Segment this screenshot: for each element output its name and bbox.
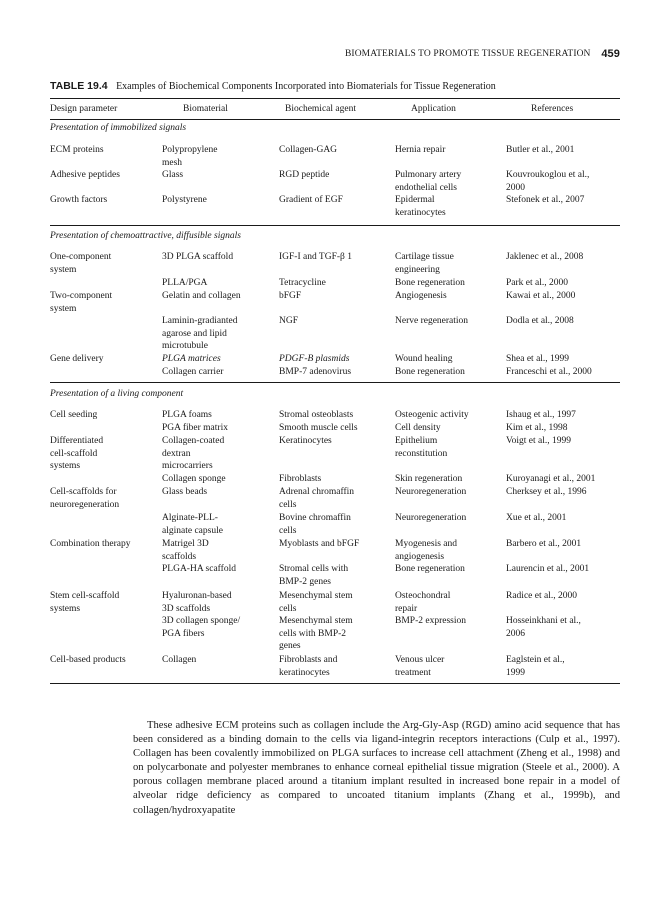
design-cell: ECM proteins	[50, 145, 104, 155]
table-caption-text: Examples of Biochemical Components Incorporated into Biomaterials for Tissue Regeneration	[116, 81, 496, 92]
biomaterial-cell: PLGA matrices	[162, 354, 221, 364]
agent-cell: Fibroblasts and keratinocytes	[279, 655, 338, 678]
reference-cell: Jaklenec et al., 2008	[506, 252, 584, 262]
section-title-diffusible: Presentation of chemoattractive, diffusible signals	[50, 231, 241, 241]
application-cell: Skin regeneration	[395, 474, 463, 484]
table-label: TABLE 19.4	[50, 80, 108, 92]
application-cell: Cell density	[395, 423, 441, 433]
application-cell: Bone regeneration	[395, 564, 465, 574]
agent-cell: BMP-7 adenovirus	[279, 367, 352, 377]
reference-cell: Stefonek et al., 2007	[506, 195, 585, 205]
column-header-references: References	[531, 104, 574, 114]
application-cell: Neuroregeneration	[395, 513, 467, 523]
body-paragraph-text: These adhesive ECM proteins such as collagen include the Arg-Gly-Asp (RGD) amino acid sequence that has been considered as a binding domain to the cells via ligand-integrin receptors interactions (Culp et al., 1997). Collagen has been covalently immobilized on PLGA surfaces to increase cell attachment (Zheng et al., 1998) and on polycarbonate and polyester membranes to enhance corneal epithelial tissue migration (Steele et al., 2000). A porous collagen membrane placed around a titanium implant resulted in increased bone repair in a model of alveolar ridge deficiency as compared to uncoated titanium implants (Zhang et al., 1999b), and collagen/hydroxyapatite	[133, 720, 620, 816]
application-cell: Hernia repair	[395, 145, 446, 155]
design-cell: Two-component system	[50, 291, 113, 314]
section-title-living: Presentation of a living component	[50, 389, 184, 399]
agent-cell: PDGF-B plasmids	[279, 354, 350, 364]
agent-cell: Myoblasts and bFGF	[279, 539, 360, 549]
reference-cell: Xue et al., 2001	[506, 513, 567, 523]
agent-cell: Gradient of EGF	[279, 195, 343, 205]
design-cell: Cell-based products	[50, 655, 126, 665]
biomaterial-cell: Polypropylene mesh	[162, 145, 218, 168]
agent-cell: Mesenchymal stem cells	[279, 591, 353, 614]
biomaterial-cell: Collagen carrier	[162, 367, 224, 377]
header-rule	[50, 119, 620, 120]
biomaterial-cell: Gelatin and collagen	[162, 291, 241, 301]
application-cell: Bone regeneration	[395, 278, 465, 288]
reference-cell: Voigt et al., 1999	[506, 436, 572, 446]
design-cell: Adhesive peptides	[50, 170, 120, 180]
column-header-design: Design parameter	[50, 104, 118, 114]
biomaterial-cell: Glass beads	[162, 487, 208, 497]
reference-cell: Barbero et al., 2001	[506, 539, 582, 549]
biomaterial-cell: Laminin-gradianted agarose and lipid microtubule	[162, 316, 238, 352]
application-cell: Myogenesis and angiogenesis	[395, 539, 458, 562]
reference-cell: Kouvroukoglou et al., 2000	[506, 170, 590, 193]
biomaterial-cell: Alginate-PLL- alginate capsule	[162, 513, 223, 536]
application-cell: Wound healing	[395, 354, 453, 364]
design-cell: Stem cell-scaffold systems	[50, 591, 120, 614]
reference-cell: Kim et al., 1998	[506, 423, 568, 433]
agent-cell: Fibroblasts	[279, 474, 322, 484]
reference-cell: Franceschi et al., 2000	[506, 367, 592, 377]
table-caption	[50, 80, 625, 92]
design-cell: Gene delivery	[50, 354, 104, 364]
table-bottom-rule	[50, 683, 620, 684]
agent-cell: Stromal cells with BMP-2 genes	[279, 564, 349, 587]
agent-cell: Tetracycline	[279, 278, 326, 288]
reference-cell: Ishaug et al., 1997	[506, 410, 576, 420]
biomaterial-cell: PLGA foams	[162, 410, 212, 420]
biomaterial-cell: Matrigel 3D scaffolds	[162, 539, 209, 562]
column-header-agent: Biochemical agent	[285, 104, 356, 114]
biomaterial-cell: PGA fiber matrix	[162, 423, 228, 433]
column-header-biomaterial: Biomaterial	[183, 104, 228, 114]
biomaterial-cell: Collagen-coated dextran microcarriers	[162, 436, 225, 472]
running-header	[345, 48, 620, 62]
application-cell: Neuroregeneration	[395, 487, 467, 497]
design-cell: One-component system	[50, 252, 112, 275]
biomaterial-cell: Hyaluronan-based 3D scaffolds	[162, 591, 232, 614]
section-rule	[50, 225, 620, 226]
reference-cell: Radice et al., 2000	[506, 591, 577, 601]
application-cell: Venous ulcer treatment	[395, 655, 445, 678]
design-cell: Growth factors	[50, 195, 108, 205]
design-cell: Cell-scaffolds for neuroregeneration	[50, 487, 120, 510]
section-title-immobilized: Presentation of immobilized signals	[50, 123, 187, 133]
agent-cell: Mesenchymal stem cells with BMP-2 genes	[279, 616, 353, 652]
agent-cell: IGF-I and TGF-β 1	[279, 252, 352, 262]
table-top-rule	[50, 98, 620, 99]
reference-cell: Park et al., 2000	[506, 278, 569, 288]
agent-cell: RGD peptide	[279, 170, 330, 180]
application-cell: Osteogenic activity	[395, 410, 469, 420]
biomaterial-cell: Polystyrene	[162, 195, 207, 205]
reference-cell: Butler et al., 2001	[506, 145, 575, 155]
body-paragraph	[133, 719, 620, 818]
reference-cell: Shea et al., 1999	[506, 354, 570, 364]
page-number: 459	[601, 48, 620, 60]
reference-cell: Eaglstein et al., 1999	[506, 655, 565, 678]
design-cell: Cell seeding	[50, 410, 98, 420]
biomaterial-cell: 3D collagen sponge/ PGA fibers	[162, 616, 241, 639]
agent-cell: Bovine chromaffin cells	[279, 513, 351, 536]
agent-cell: Keratinocytes	[279, 436, 332, 446]
agent-cell: Smooth muscle cells	[279, 423, 358, 433]
application-cell: BMP-2 expression	[395, 616, 466, 626]
running-title: BIOMATERIALS TO PROMOTE TISSUE REGENERATION	[345, 49, 591, 59]
agent-cell: Stromal osteoblasts	[279, 410, 354, 420]
design-cell: Combination therapy	[50, 539, 131, 549]
reference-cell: Kawai et al., 2000	[506, 291, 576, 301]
biomaterial-cell: Collagen	[162, 655, 197, 665]
biomaterial-cell: PLGA-HA scaffold	[162, 564, 236, 574]
agent-cell: Collagen-GAG	[279, 145, 338, 155]
biomaterial-cell: Glass	[162, 170, 184, 180]
section-rule	[50, 382, 620, 383]
application-cell: Epidermal keratinocytes	[395, 195, 446, 218]
biomaterial-cell: PLLA/PGA	[162, 278, 208, 288]
agent-cell: bFGF	[279, 291, 302, 301]
column-header-application: Application	[411, 104, 456, 114]
biomaterial-cell: 3D PLGA scaffold	[162, 252, 234, 262]
application-cell: Angiogenesis	[395, 291, 447, 301]
reference-cell: Cherksey et al., 1996	[506, 487, 587, 497]
agent-cell: Adrenal chromaffin cells	[279, 487, 355, 510]
application-cell: Cartilage tissue engineering	[395, 252, 454, 275]
application-cell: Epithelium reconstitution	[395, 436, 448, 459]
agent-cell: NGF	[279, 316, 299, 326]
application-cell: Nerve regeneration	[395, 316, 469, 326]
reference-cell: Kuroyanagi et al., 2001	[506, 474, 596, 484]
design-cell: Differentiated cell-scaffold systems	[50, 436, 104, 472]
application-cell: Bone regeneration	[395, 367, 465, 377]
reference-cell: Dodla et al., 2008	[506, 316, 574, 326]
application-cell: Osteochondral repair	[395, 591, 451, 614]
reference-cell: Laurencin et al., 2001	[506, 564, 590, 574]
reference-cell: Hosseinkhani et al., 2006	[506, 616, 581, 639]
biomaterial-cell: Collagen sponge	[162, 474, 226, 484]
application-cell: Pulmonary artery endothelial cells	[395, 170, 462, 193]
